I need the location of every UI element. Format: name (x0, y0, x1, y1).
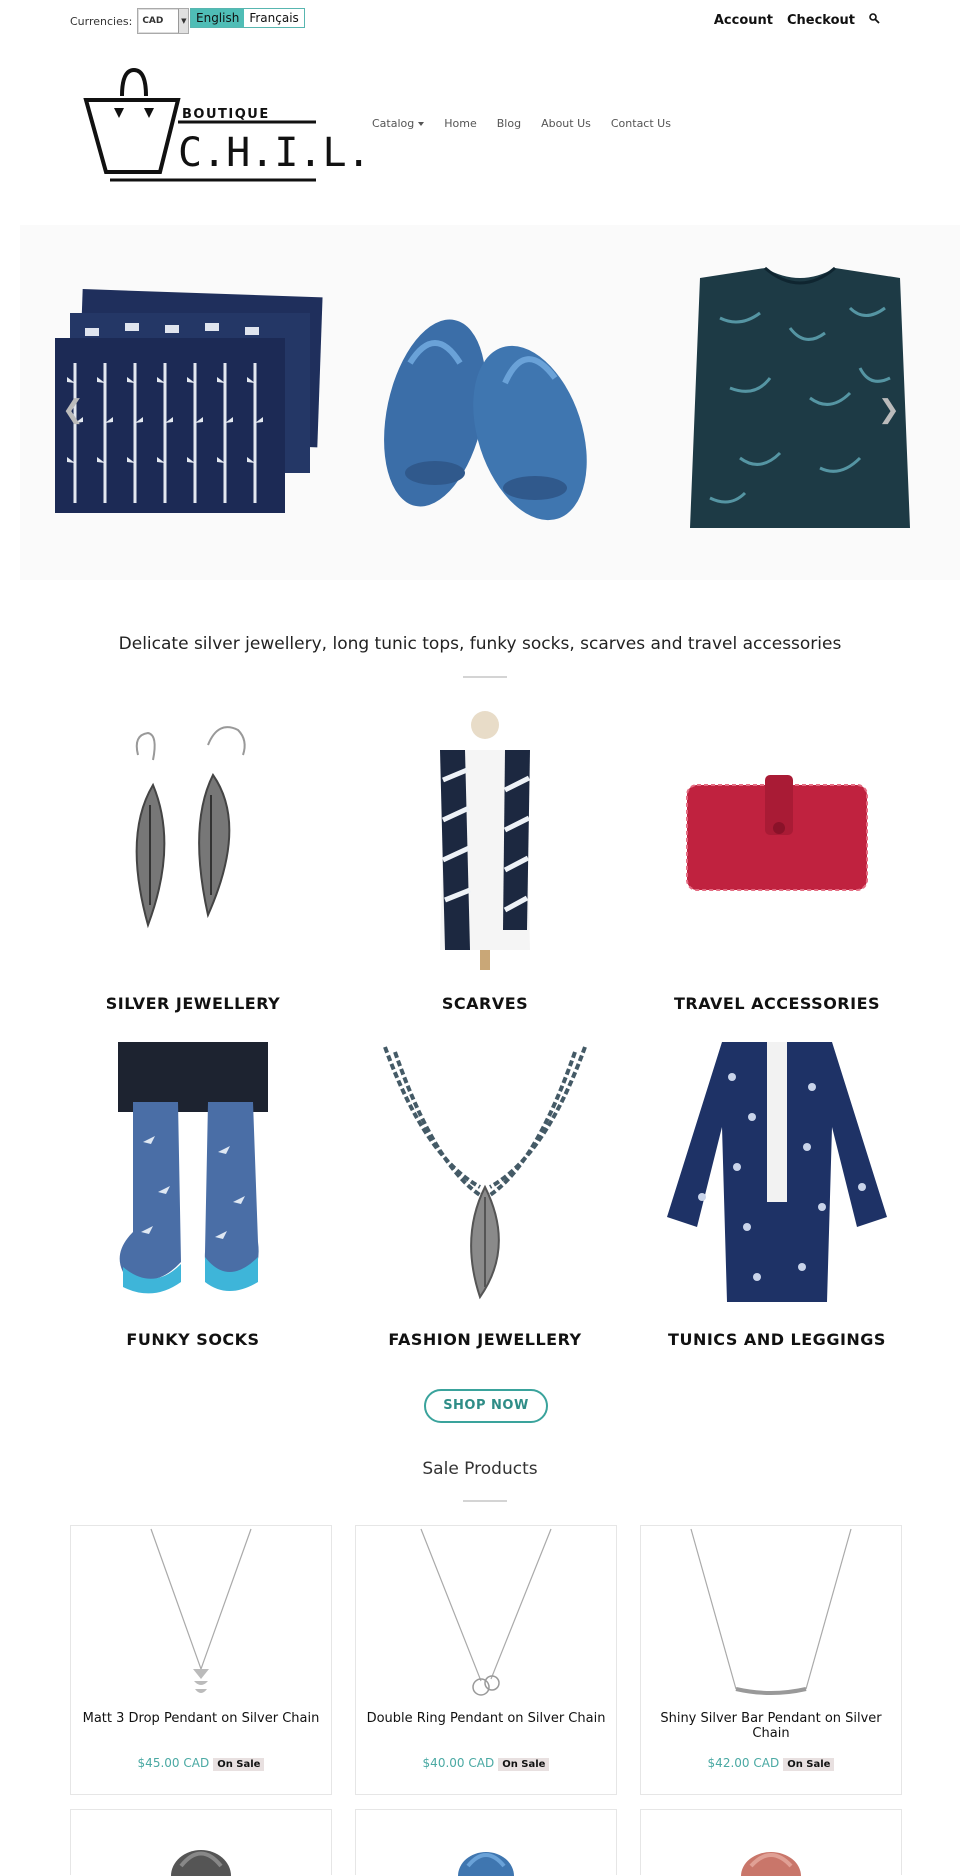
category-title-tunics-leggings[interactable]: TUNICS AND LEGGINGS (668, 1330, 886, 1349)
product-image[interactable] (356, 1810, 616, 1876)
category-scarves-image[interactable] (350, 700, 620, 970)
product-price: $40.00 CAD (422, 1756, 495, 1770)
product-name[interactable]: Matt 3 Drop Pendant on Silver Chain (82, 1711, 320, 1726)
currency-select[interactable] (137, 8, 189, 34)
category-title-funky-socks[interactable]: FUNKY SOCKS (126, 1330, 260, 1349)
product-image[interactable] (641, 1526, 901, 1701)
checkout-link[interactable]: Checkout (786, 13, 855, 28)
on-sale-badge: On Sale (213, 1758, 264, 1771)
currencies-label: Currencies: (70, 14, 133, 28)
category-funky-socks-image[interactable] (58, 1037, 328, 1307)
tagline: Delicate silver jewellery, long tunic tops, funky socks, scarves and travel accessories (118, 634, 842, 654)
currency-value: CAD (142, 16, 164, 26)
product-price-row (641, 1756, 901, 1771)
account-nav (714, 13, 880, 28)
nav-catalog[interactable] (372, 117, 424, 130)
product-price: $42.00 CAD (707, 1756, 780, 1770)
product-card[interactable] (640, 1809, 902, 1875)
lang-french[interactable]: Français (244, 9, 303, 27)
lang-english[interactable]: English (191, 9, 244, 27)
category-title-scarves[interactable]: SCARVES (441, 994, 529, 1013)
product-name[interactable]: Double Ring Pendant on Silver Chain (366, 1711, 606, 1726)
nav-home[interactable]: Home (444, 117, 477, 130)
shop-now-button[interactable]: SHOP NOW (424, 1389, 548, 1423)
category-title-travel-accessories[interactable]: TRAVEL ACCESSORIES (673, 994, 881, 1013)
chevron-down-icon: ▼ (178, 9, 188, 33)
logo[interactable] (82, 66, 371, 186)
slider-prev-icon[interactable]: ❮ (62, 395, 84, 425)
on-sale-badge: On Sale (783, 1758, 834, 1771)
nav-catalog-label: Catalog (372, 117, 415, 130)
product-card[interactable] (355, 1525, 617, 1795)
slider-next-icon[interactable]: ❯ (878, 395, 900, 425)
category-fashion-jewellery-image[interactable] (350, 1037, 620, 1307)
category-title-silver-jewellery[interactable]: SILVER JEWELLERY (105, 994, 281, 1013)
on-sale-badge: On Sale (498, 1758, 549, 1771)
product-price: $45.00 CAD (137, 1756, 210, 1770)
search-icon[interactable] (869, 13, 880, 28)
nav-about-us[interactable]: About Us (541, 117, 591, 130)
category-silver-jewellery-image[interactable] (58, 700, 328, 970)
product-card[interactable] (640, 1525, 902, 1795)
caret-down-icon (418, 122, 424, 126)
top-bar (0, 0, 960, 40)
hero-slider (20, 225, 960, 580)
nav-blog[interactable]: Blog (496, 117, 522, 130)
nav-contact-us[interactable]: Contact Us (610, 117, 671, 130)
product-price-row (356, 1756, 616, 1771)
product-image[interactable] (71, 1526, 331, 1701)
product-image[interactable] (356, 1526, 616, 1701)
language-switcher (190, 8, 305, 28)
slide-tunic-image (640, 225, 960, 580)
slide-sandals-image (330, 225, 640, 580)
product-image[interactable] (641, 1810, 901, 1876)
product-price-row (71, 1756, 331, 1771)
main-nav (372, 117, 671, 130)
product-card[interactable] (70, 1809, 332, 1875)
sale-products-heading: Sale Products (422, 1459, 538, 1479)
category-title-fashion-jewellery[interactable]: FASHION JEWELLERY (388, 1330, 582, 1349)
category-travel-accessories-image[interactable] (642, 700, 912, 970)
product-card[interactable] (355, 1809, 617, 1875)
account-link[interactable]: Account (713, 13, 773, 28)
logo-chil-text: C.H.I.L. (178, 130, 371, 176)
product-image[interactable] (71, 1810, 331, 1876)
logo-boutique-text: BOUTIQUE (182, 107, 270, 122)
divider (463, 676, 507, 678)
currency-picker (70, 8, 189, 34)
product-name[interactable]: Shiny Silver Bar Pendant on Silver Chain (660, 1711, 882, 1741)
category-tunics-leggings-image[interactable] (642, 1037, 912, 1307)
divider (463, 1500, 507, 1502)
product-card[interactable] (70, 1525, 332, 1795)
